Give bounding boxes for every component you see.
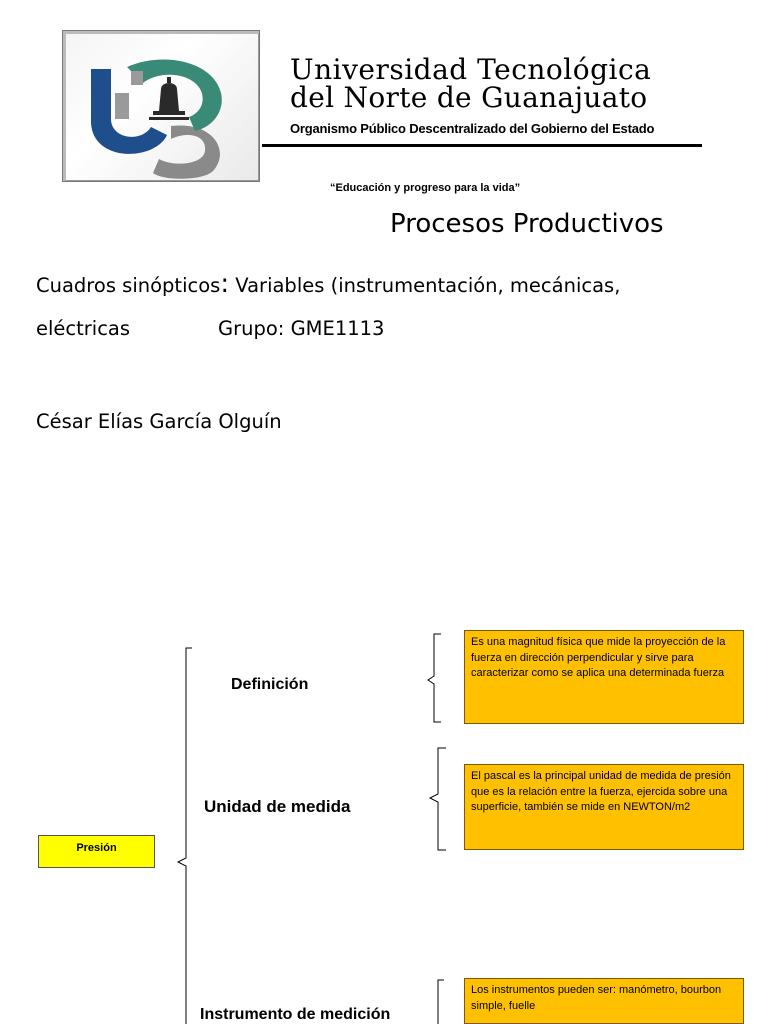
- university-name-line1: Universidad Tecnológica: [290, 53, 652, 86]
- subject-title: Procesos Productivos: [390, 209, 664, 239]
- instrument-box: Los instrumentos pueden ser: manómetro, bourbon simple, fuelle: [464, 978, 744, 1024]
- unit-box: El pascal es la principal unidad de medida de presión que es la relación entre la fuerza, ejercida sobre una superficie, también se mide en NEWTON/m2: [464, 764, 744, 850]
- definition-box: Es una magnitud física que mide la proyección de la fuerza en dirección perpendicular y sirve para caracterizar como se aplica una determinada fuerza: [464, 630, 744, 724]
- branch-label-definition: Definición: [231, 676, 309, 693]
- author-name: César Elías García Olguín: [36, 410, 282, 433]
- organism-subtitle: Organismo Público Descentralizado del Gobierno del Estado: [290, 121, 655, 136]
- definition-brace: [428, 634, 441, 722]
- root-concept-box: Presión: [38, 835, 155, 868]
- assignment-prefix: Cuadros sinópticos: [36, 274, 221, 297]
- assignment-variables: Variables (instrumentación, mecánicas,: [229, 274, 621, 297]
- unit-brace: [430, 748, 446, 850]
- assignment-colon: :: [220, 269, 230, 299]
- branch-label-instrument: Instrumento de medición: [200, 1006, 391, 1023]
- university-name-line2: del Norte de Guanajuato: [290, 81, 648, 114]
- slogan: “Educación y progreso para la vida”: [330, 182, 521, 194]
- branch-label-unit: Unidad de medida: [204, 797, 351, 816]
- group-label: Grupo: GME1113: [218, 317, 385, 340]
- assignment-line2: eléctricas: [36, 317, 131, 340]
- instrument-brace: [438, 980, 444, 1024]
- main-brace: [178, 648, 192, 1024]
